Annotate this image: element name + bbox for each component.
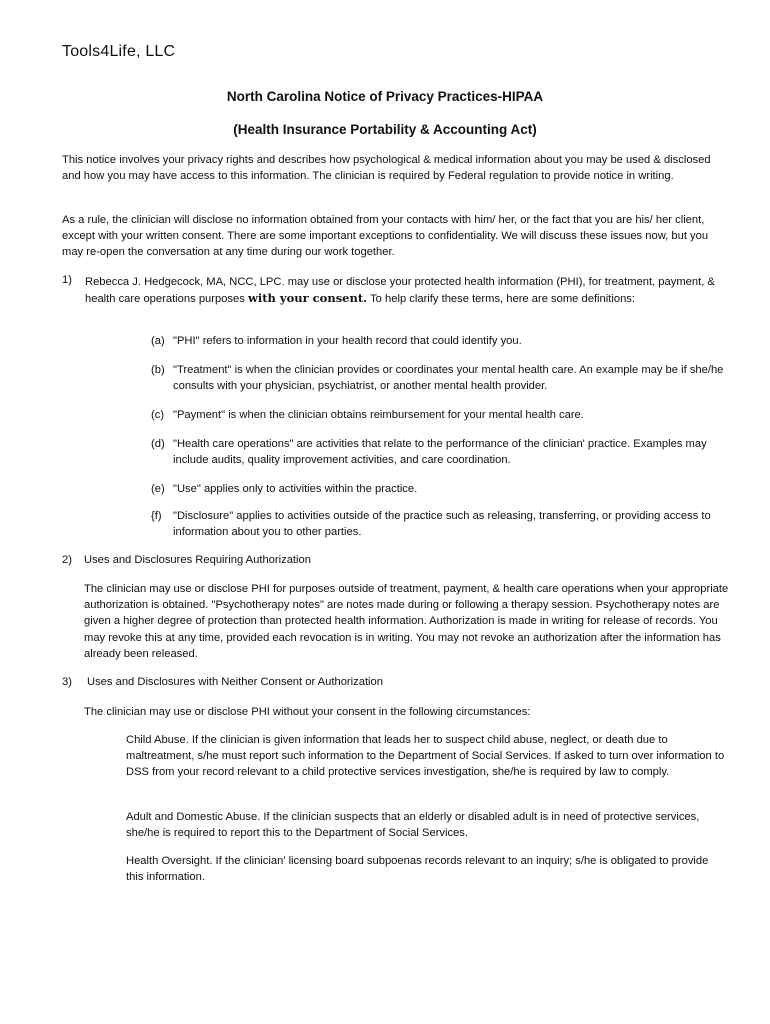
section-2-paragraph: The clinician may use or disclose PHI for purposes outside of treatment, payment, & health care operations when your appropriate authorization is obtained. "Psychotherapy notes" are notes made during or following a therapy session. Psychotherapy notes are given a higher degree of protection than protected health information. Authorization is made in writing for release of records. You may revoke this at any time, provided each revocation is in writing. You may not revoke an authorization after the information has already been released. bbox=[84, 583, 729, 660]
section-2-number: 2) bbox=[62, 554, 72, 566]
definition-label: (e) bbox=[151, 483, 165, 495]
circumstance-adult-domestic-abuse: Adult and Domestic Abuse. If the clinician suspects that an elderly or disabled adult is in need of protective services, she/he is required to report this to the Department of Social Services. bbox=[126, 811, 700, 840]
circumstance-health-oversight: Health Oversight. If the clinician' licensing board subpoenas records relevant to an inquiry; s/he is obligated to provide this information. bbox=[126, 855, 709, 884]
definition-text: "Treatment" is when the clinician provides or coordinates your mental health care. An example may be if she/he consults with your physician, psychiatrist, or another mental health provider. bbox=[173, 364, 724, 392]
document-subtitle: (Health Insurance Portability & Accounting Act) bbox=[233, 122, 537, 137]
section-3-intro: The clinician may use or disclose PHI without your consent in the following circumstances: bbox=[84, 706, 531, 718]
definition-label: {f) bbox=[151, 510, 162, 522]
document-title: North Carolina Notice of Privacy Practices-HIPAA bbox=[226, 89, 544, 104]
definition-item bbox=[151, 481, 726, 497]
definition-label: (d) bbox=[151, 438, 165, 450]
definition-label: (b) bbox=[151, 364, 165, 376]
definition-item bbox=[151, 436, 726, 468]
company-name: Tools4Life, LLC bbox=[62, 43, 176, 60]
definition-item bbox=[151, 333, 726, 349]
section-3-number: 3) bbox=[62, 676, 72, 688]
definition-item bbox=[151, 508, 726, 540]
definition-text: "Health care operations" are activities that relate to the performance of the clinician' practice. Examples may include audits, quality improvement activities, and care coordination. bbox=[173, 438, 707, 466]
definition-text: "Use" applies only to activities within the practice. bbox=[173, 483, 418, 495]
section-1-bold: with your consent. bbox=[247, 291, 368, 306]
definition-text: "PHI" refers to information in your health record that could identify you. bbox=[173, 335, 522, 347]
definition-item bbox=[151, 407, 726, 423]
definition-text: "Disclosure" applies to activities outside of the practice such as releasing, transferring, or providing access to information about you to other parties. bbox=[173, 510, 711, 538]
section-1-text-before: Rebecca J. Hedgecock, MA, NCC, LPC. may use or disclose your protected health information (PHI), for treatment, payment, & health care operations purposes bbox=[85, 276, 715, 306]
section-3-heading: Uses and Disclosures with Neither Consent or Authorization bbox=[87, 676, 383, 688]
section-2-heading: Uses and Disclosures Requiring Authorization bbox=[84, 554, 311, 566]
section-1-text bbox=[85, 274, 725, 307]
definition-text: "Payment" is when the clinician obtains reimbursement for your mental health care. bbox=[173, 409, 584, 421]
definition-label: (a) bbox=[151, 335, 165, 347]
definition-label: (c) bbox=[151, 409, 165, 421]
circumstance-child-abuse: Child Abuse. If the clinician is given information that leads her to suspect child abuse, neglect, or death due to maltreatment, s/he must report such information to the Department of Social Services. If asked to turn over information to DSS from your record relevant to a child protective services investigation, she/he is required by law to comply. bbox=[126, 734, 725, 779]
section-1-text-after: To help clarify these terms, here are some definitions: bbox=[367, 293, 635, 306]
confidentiality-paragraph: As a rule, the clinician will disclose no information obtained from your contacts with him/ her, or the fact that you are his/ her client, except with your written consent. There are some important exceptions to confidentiality. We will discuss these issues now, but you may re-open the conversation at any time during our work together. bbox=[62, 214, 709, 259]
definition-item bbox=[151, 362, 726, 394]
intro-paragraph: This notice involves your privacy rights and describes how psychological & medical information about you may be used & disclosed and how you may have access to this information. The clinician is required by Federal regulation to provide notice in writing. bbox=[62, 154, 711, 183]
section-1-number: 1) bbox=[62, 274, 72, 286]
